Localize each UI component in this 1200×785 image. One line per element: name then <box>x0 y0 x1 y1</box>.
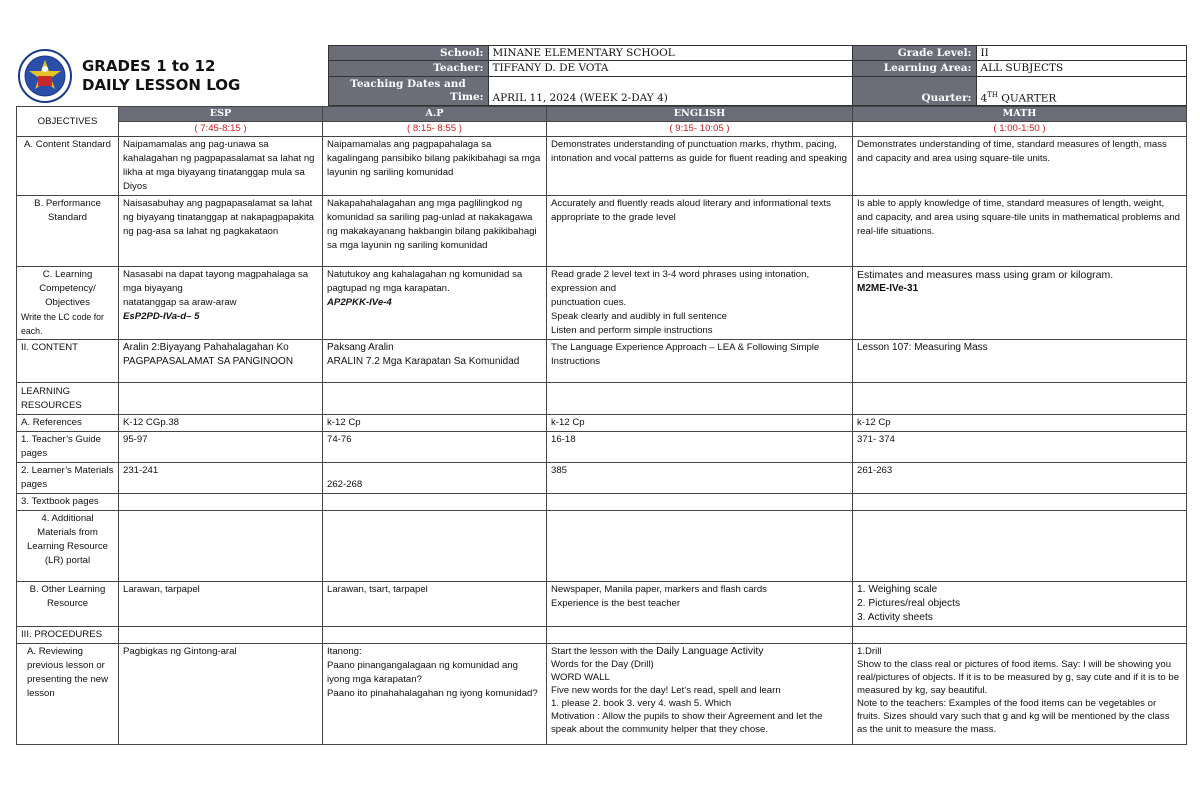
lr-esp <box>119 383 323 415</box>
subject-esp: ESP <box>119 107 323 122</box>
content-standard-esp: Naipamamalas ang pag-unawa sa kahalagahan ng pagpapasalamat sa lahat ng likha at mga biyayang tinatanggap mula sa Diyos <box>119 137 323 196</box>
review-ap-l3: Paano ito pinahahalagahan ng iyong komunidad? <box>327 688 538 699</box>
dates-label-line2: Time: <box>450 90 484 103</box>
review-ap <box>323 644 547 745</box>
lc-esp-code: EsP2PD-IVa-d– 5 <box>123 311 200 322</box>
review-math-l3: Note to the teachers: Examples of the food items can be vegetables or fruits. Sizes should vary such that g and kg will be mentioned by the class as the unit to measure the mass. <box>857 698 1170 735</box>
tg-english: 16-18 <box>547 432 853 463</box>
review-english-l1 <box>551 645 848 658</box>
lc-label-line2: Competency/ <box>39 283 96 294</box>
learning-area-value: ALL SUBJECTS <box>976 61 1186 76</box>
review-english-l1b: Daily Language Activity <box>656 646 764 657</box>
references-ap: k-12 Cp <box>323 415 547 432</box>
lm-ap: 262-268 <box>323 463 547 494</box>
textbook-label: 3. Textbook pages <box>17 494 119 511</box>
review-english <box>547 644 853 745</box>
other-english-l2: Experience is the best teacher <box>551 598 681 609</box>
time-esp: ( 7:45-8:15 ) <box>119 122 323 137</box>
performance-standard-ap: Nakapahahalagahan ang mga paglilingkod ng komunidad sa sariling pag-unlad at nakakagawa ng makakayanang hakbangin bilang pakikibahagi sa mga layunin ng sariling komunidad <box>323 196 547 267</box>
content-esp-l2: PAGPAPASALAMAT SA PANGINOON <box>123 356 294 367</box>
lc-label-line1: C. Learning <box>42 269 93 280</box>
header-table <box>16 45 1187 106</box>
quarter-value <box>976 76 1186 106</box>
learning-competency-esp <box>119 267 323 340</box>
proc-english <box>547 627 853 644</box>
time-english: ( 9:15- 10:05 ) <box>547 122 853 137</box>
lc-esp-l2: natatanggap sa araw-araw <box>123 297 237 308</box>
teacher-label: Teacher: <box>328 61 488 76</box>
references-english: k-12 Cp <box>547 415 853 432</box>
add-english <box>547 511 853 582</box>
other-english-l1: Newspaper, Manila paper, markers and flash cards <box>551 584 767 595</box>
proc-math <box>853 627 1187 644</box>
review-math <box>853 644 1187 745</box>
review-english-l5: 1. please 2. book 3. very 4. wash 5. Which <box>551 698 732 709</box>
subject-english: ENGLISH <box>547 107 853 122</box>
lc-english-l4: Listen and perform simple instructions <box>551 325 713 336</box>
tb-english <box>547 494 853 511</box>
review-english-l3: WORD WALL <box>551 672 610 683</box>
school-value: MINANE ELEMENTARY SCHOOL <box>488 46 852 61</box>
objectives-label: OBJECTIVES <box>17 107 119 137</box>
tg-esp: 95-97 <box>119 432 323 463</box>
other-esp: Larawan, tarpapel <box>119 582 323 627</box>
quarter-sup: TH <box>987 90 998 99</box>
lr-english <box>547 383 853 415</box>
lm-math: 261-263 <box>853 463 1187 494</box>
lesson-table <box>16 106 1187 745</box>
other-english <box>547 582 853 627</box>
lc-esp-l1: Nasasabi na dapat tayong magpahalaga sa mga biyayang <box>123 269 309 294</box>
learning-competency-label <box>17 267 119 340</box>
review-esp: Pagbigkas ng Gintong-aral <box>119 644 323 745</box>
time-math: ( 1:00-1:50 ) <box>853 122 1187 137</box>
reviewing-label: A. Reviewing previous lesson or presenting the new lesson <box>17 644 119 745</box>
other-ap: Larawan, tsart, tarpapel <box>323 582 547 627</box>
review-english-l4: Five new words for the day! Let’s read, spell and learn <box>551 685 781 696</box>
review-ap-l2: Paano pinangangalagaan ng komunidad ang iyong mga karapatan? <box>327 660 518 685</box>
review-english-l2: Words for the Day (Drill) <box>551 659 654 670</box>
add-esp <box>119 511 323 582</box>
content-standard-ap: Naipamamalas ang pagpapahalaga sa kagalingang pansibiko bilang pakikibahagi sa mga layunin ng sariling komunidad <box>323 137 547 196</box>
lc-english-l1: Read grade 2 level text in 3-4 word phrases using intonation, expression and <box>551 269 810 294</box>
quarter-label: Quarter: <box>852 76 976 106</box>
proc-ap <box>323 627 547 644</box>
lc-ap-code: AP2PKK-IVe-4 <box>327 297 392 308</box>
performance-standard-esp: Naisasabuhay ang pagpapasalamat sa lahat ng biyayang tinatanggap at nakapagpapakita ng pag-asa sa lahat ng pagkakataon <box>119 196 323 267</box>
lr-ap <box>323 383 547 415</box>
learning-competency-ap <box>323 267 547 340</box>
title-line2: DAILY LESSON LOG <box>82 75 241 94</box>
content-standard-english: Demonstrates understanding of punctuation marks, rhythm, pacing, intonation and vocal patterns as guide for fluent reading and speaking <box>547 137 853 196</box>
add-math <box>853 511 1187 582</box>
proc-esp <box>119 627 323 644</box>
learners-materials-label: 2. Learner’s Materials pages <box>17 463 119 494</box>
lm-english: 385 <box>547 463 853 494</box>
lc-math-code: M2ME-IVe-31 <box>857 283 919 294</box>
tg-math: 371- 374 <box>853 432 1187 463</box>
procedures-label: III. PROCEDURES <box>17 627 119 644</box>
teachers-guide-label: 1. Teacher’s Guide pages <box>17 432 119 463</box>
grade-level-label: Grade Level: <box>852 46 976 61</box>
review-ap-l1: Itanong: <box>327 646 362 657</box>
lc-label-line3: Objectives <box>45 297 90 308</box>
content-label: II. CONTENT <box>17 340 119 383</box>
other-resource-label: B. Other Learning Resource <box>17 582 119 627</box>
daily-lesson-log <box>16 45 1186 745</box>
subject-math: MATH <box>853 107 1187 122</box>
content-math: Lesson 107: Measuring Mass <box>853 340 1187 383</box>
references-esp: K-12 CGp.38 <box>119 415 323 432</box>
tb-esp <box>119 494 323 511</box>
content-esp <box>119 340 323 383</box>
deped-seal-logo <box>18 49 72 103</box>
content-english: The Language Experience Approach – LEA & Following Simple Instructions <box>547 340 853 383</box>
content-ap <box>323 340 547 383</box>
lc-english-l2: punctuation cues. <box>551 297 627 308</box>
title-line1: GRADES 1 to 12 <box>82 56 216 75</box>
grade-level-value: II <box>976 46 1186 61</box>
other-math-l1: 1. Weighing scale <box>857 584 938 595</box>
performance-standard-english: Accurately and fluently reads aloud literary and informational texts appropriate to the grade level <box>547 196 853 267</box>
school-label: School: <box>328 46 488 61</box>
content-ap-l1: Paksang Aralin <box>327 342 394 353</box>
review-math-l2: Show to the class real or pictures of food items. Say: I will be showing you real/pictures of objects. If it is to be measured by g, say cute and if it is to be measured by kg, say beautiful. <box>857 659 1180 696</box>
tb-math <box>853 494 1187 511</box>
lc-label-note: Write the LC code for each. <box>21 312 104 336</box>
learning-competency-math <box>853 267 1187 340</box>
content-ap-l2: ARALIN 7.2 Mga Karapatan Sa Komunidad <box>327 356 520 367</box>
content-standard-math: Demonstrates understanding of time, standard measures of length, mass and capacity and area using square-tile units. <box>853 137 1187 196</box>
other-math <box>853 582 1187 627</box>
learning-area-label: Learning Area: <box>852 61 976 76</box>
lm-esp: 231-241 <box>119 463 323 494</box>
quarter-num: 4 <box>980 92 988 104</box>
quarter-text: QUARTER <box>997 92 1057 104</box>
teacher-value: TIFFANY D. DE VOTA <box>488 61 852 76</box>
learning-resources-label: LEARNING RESOURCES <box>17 383 119 415</box>
review-english-l1a: Start the lesson with the <box>551 646 657 657</box>
content-standard-label: A. Content Standard <box>17 137 119 196</box>
add-ap <box>323 511 547 582</box>
other-math-l3: 3. Activity sheets <box>857 612 933 623</box>
learning-competency-english <box>547 267 853 340</box>
references-label: A. References <box>17 415 119 432</box>
additional-materials-label: 4. Additional Materials from Learning Resource (LR) portal <box>17 511 119 582</box>
review-english-l6: Motivation : Allow the pupils to show their Agreement and let the speak about the community helper that they chose. <box>551 711 823 735</box>
subject-ap: A.P <box>323 107 547 122</box>
content-esp-l1: Aralin 2:Biyayang Pahahalagahan Ko <box>123 342 289 353</box>
review-math-l1: 1.Drill <box>857 646 882 657</box>
performance-standard-math: Is able to apply knowledge of time, standard measures of length, weight, and capacity, and area using square-tile units in mathematical problems and real-life situations. <box>853 196 1187 267</box>
logo-title-cell <box>16 46 328 106</box>
other-math-l2: 2. Pictures/real objects <box>857 598 961 609</box>
lr-math <box>853 383 1187 415</box>
tg-ap: 74-76 <box>323 432 547 463</box>
tb-ap <box>323 494 547 511</box>
time-ap: ( 8:15- 8:55 ) <box>323 122 547 137</box>
lc-english-l3: Speak clearly and audibly in full sentence <box>551 311 727 322</box>
references-math: k-12 Cp <box>853 415 1187 432</box>
dates-label <box>328 76 488 106</box>
dates-value: APRIL 11, 2024 (WEEK 2-DAY 4) <box>488 76 852 106</box>
performance-standard-label: B. Performance Standard <box>17 196 119 267</box>
lc-math-l1: Estimates and measures mass using gram or kilogram. <box>857 269 1114 281</box>
dates-label-line1: Teaching Dates and <box>350 77 466 90</box>
lc-ap-l1: Natutukoy ang kahalagahan ng komunidad sa pagtupad ng mga karapatan. <box>327 269 523 294</box>
